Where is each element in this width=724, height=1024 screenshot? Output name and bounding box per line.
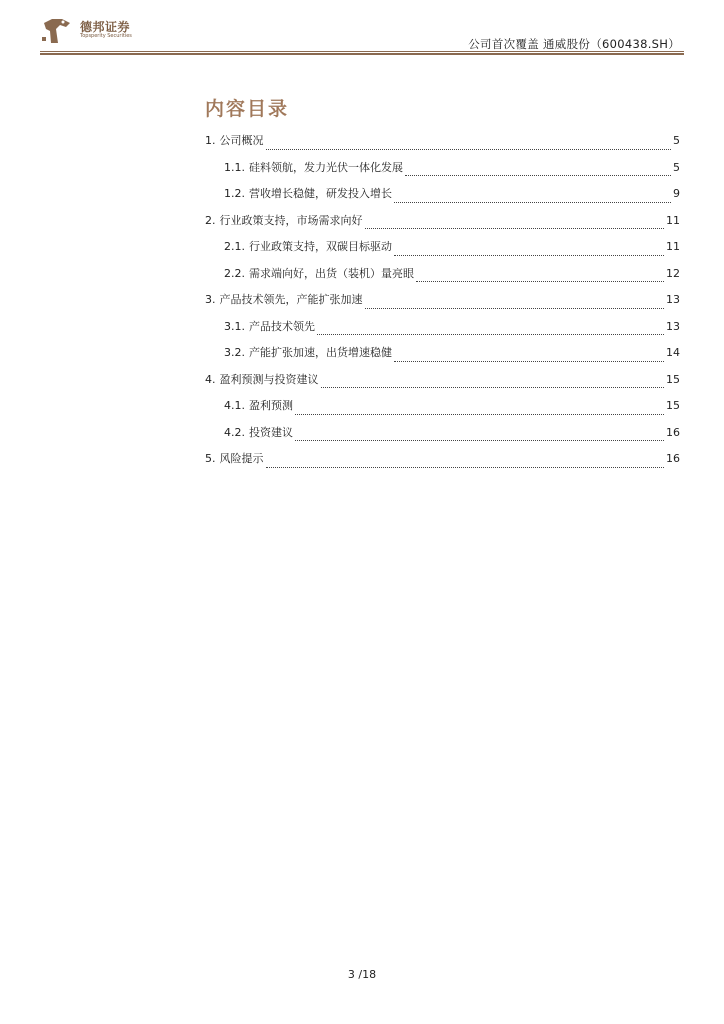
toc-section-link[interactable] xyxy=(205,212,680,239)
toc-entry-page: 16 xyxy=(666,452,680,465)
toc-dot-leader xyxy=(321,386,665,388)
toc-dot-leader xyxy=(266,148,672,150)
toc-entry-number: 3.1. xyxy=(224,319,245,333)
toc-entry-page: 15 xyxy=(666,399,680,412)
toc-entry-label: 盈利预测与投资建议 xyxy=(219,372,319,386)
toc-dot-leader xyxy=(266,466,665,468)
toc-entry-page: 13 xyxy=(666,319,680,333)
table-of-contents xyxy=(205,132,680,477)
toc-subsection-link[interactable] xyxy=(205,397,680,424)
report-header-title: 公司首次覆盖 通威股份（600438.SH） xyxy=(468,37,680,51)
company-logo-icon xyxy=(40,15,73,48)
toc-entry-label: 盈利预测 xyxy=(249,399,293,412)
toc-entry-number: 3. xyxy=(205,293,216,306)
toc-entry-number: 1.2. xyxy=(224,187,245,200)
toc-dot-leader xyxy=(416,280,664,282)
toc-subsection-link[interactable] xyxy=(205,265,680,292)
page-number: 3 /18 xyxy=(347,968,377,981)
toc-entry-page: 14 xyxy=(666,346,680,359)
toc-subsection-link[interactable] xyxy=(205,238,680,265)
toc-entry-number: 4. xyxy=(205,372,216,386)
header-divider-thin xyxy=(40,51,684,52)
toc-entry-label: 需求端向好，出货（装机）量亮眼 xyxy=(249,266,414,280)
toc-entry-label: 硅料领航，发力光伏一体化发展 xyxy=(249,160,403,174)
toc-dot-leader xyxy=(394,254,664,256)
toc-entry-label: 投资建议 xyxy=(249,425,293,439)
toc-section-link[interactable] xyxy=(205,371,680,398)
toc-dot-leader xyxy=(394,201,671,203)
toc-entry-number: 4.2. xyxy=(224,425,245,439)
toc-entry-number: 2. xyxy=(205,213,216,227)
toc-entry-page: 12 xyxy=(666,266,680,280)
toc-subsection-link[interactable] xyxy=(205,424,680,451)
toc-subsection-link[interactable] xyxy=(205,318,680,345)
toc-entry-page: 5 xyxy=(673,160,680,174)
toc-entry-page: 16 xyxy=(666,425,680,439)
toc-entry-page: 11 xyxy=(666,240,680,253)
toc-entry-label: 行业政策支持，市场需求向好 xyxy=(219,213,363,227)
logo-english-text: Topsperity Securities xyxy=(80,33,132,39)
toc-dot-leader xyxy=(365,227,665,229)
toc-section-link[interactable] xyxy=(205,450,680,477)
toc-entry-page: 5 xyxy=(673,134,680,147)
toc-entry-number: 1.1. xyxy=(224,160,245,174)
toc-entry-number: 4.1. xyxy=(224,399,245,412)
header-divider-thick xyxy=(40,53,684,55)
toc-entry-page: 9 xyxy=(673,187,680,200)
toc-entry-label: 行业政策支持，双碳目标驱动 xyxy=(249,240,392,253)
toc-subsection-link[interactable] xyxy=(205,159,680,186)
logo-chinese-text: 德邦证券 xyxy=(80,20,131,34)
toc-entry-number: 1. xyxy=(205,134,216,147)
toc-dot-leader xyxy=(295,439,664,441)
toc-dot-leader xyxy=(394,360,664,362)
toc-entry-number: 3.2. xyxy=(224,346,245,359)
toc-subsection-link[interactable] xyxy=(205,185,680,212)
toc-dot-leader xyxy=(295,413,664,415)
toc-entry-number: 2.1. xyxy=(224,240,245,253)
toc-entry-page: 13 xyxy=(666,293,680,306)
toc-entry-label: 产能扩张加速，出货增速稳健 xyxy=(249,346,392,359)
toc-entry-label: 风险提示 xyxy=(219,452,264,465)
toc-dot-leader xyxy=(317,333,664,335)
toc-dot-leader xyxy=(365,307,665,309)
toc-entry-label: 产品技术领先，产能扩张加速 xyxy=(219,293,363,306)
toc-title: 内容目录 xyxy=(205,98,290,120)
toc-entry-label: 营收增长稳健，研发投入增长 xyxy=(249,187,392,200)
toc-entry-number: 5. xyxy=(205,452,216,465)
toc-entry-label: 产品技术领先 xyxy=(249,319,315,333)
toc-entry-page: 11 xyxy=(666,213,680,227)
toc-dot-leader xyxy=(405,174,671,176)
toc-section-link[interactable] xyxy=(205,291,680,318)
toc-subsection-link[interactable] xyxy=(205,344,680,371)
toc-entry-label: 公司概况 xyxy=(219,134,264,147)
toc-entry-number: 2.2. xyxy=(224,266,245,280)
toc-section-link[interactable] xyxy=(205,132,680,159)
toc-entry-page: 15 xyxy=(666,372,680,386)
